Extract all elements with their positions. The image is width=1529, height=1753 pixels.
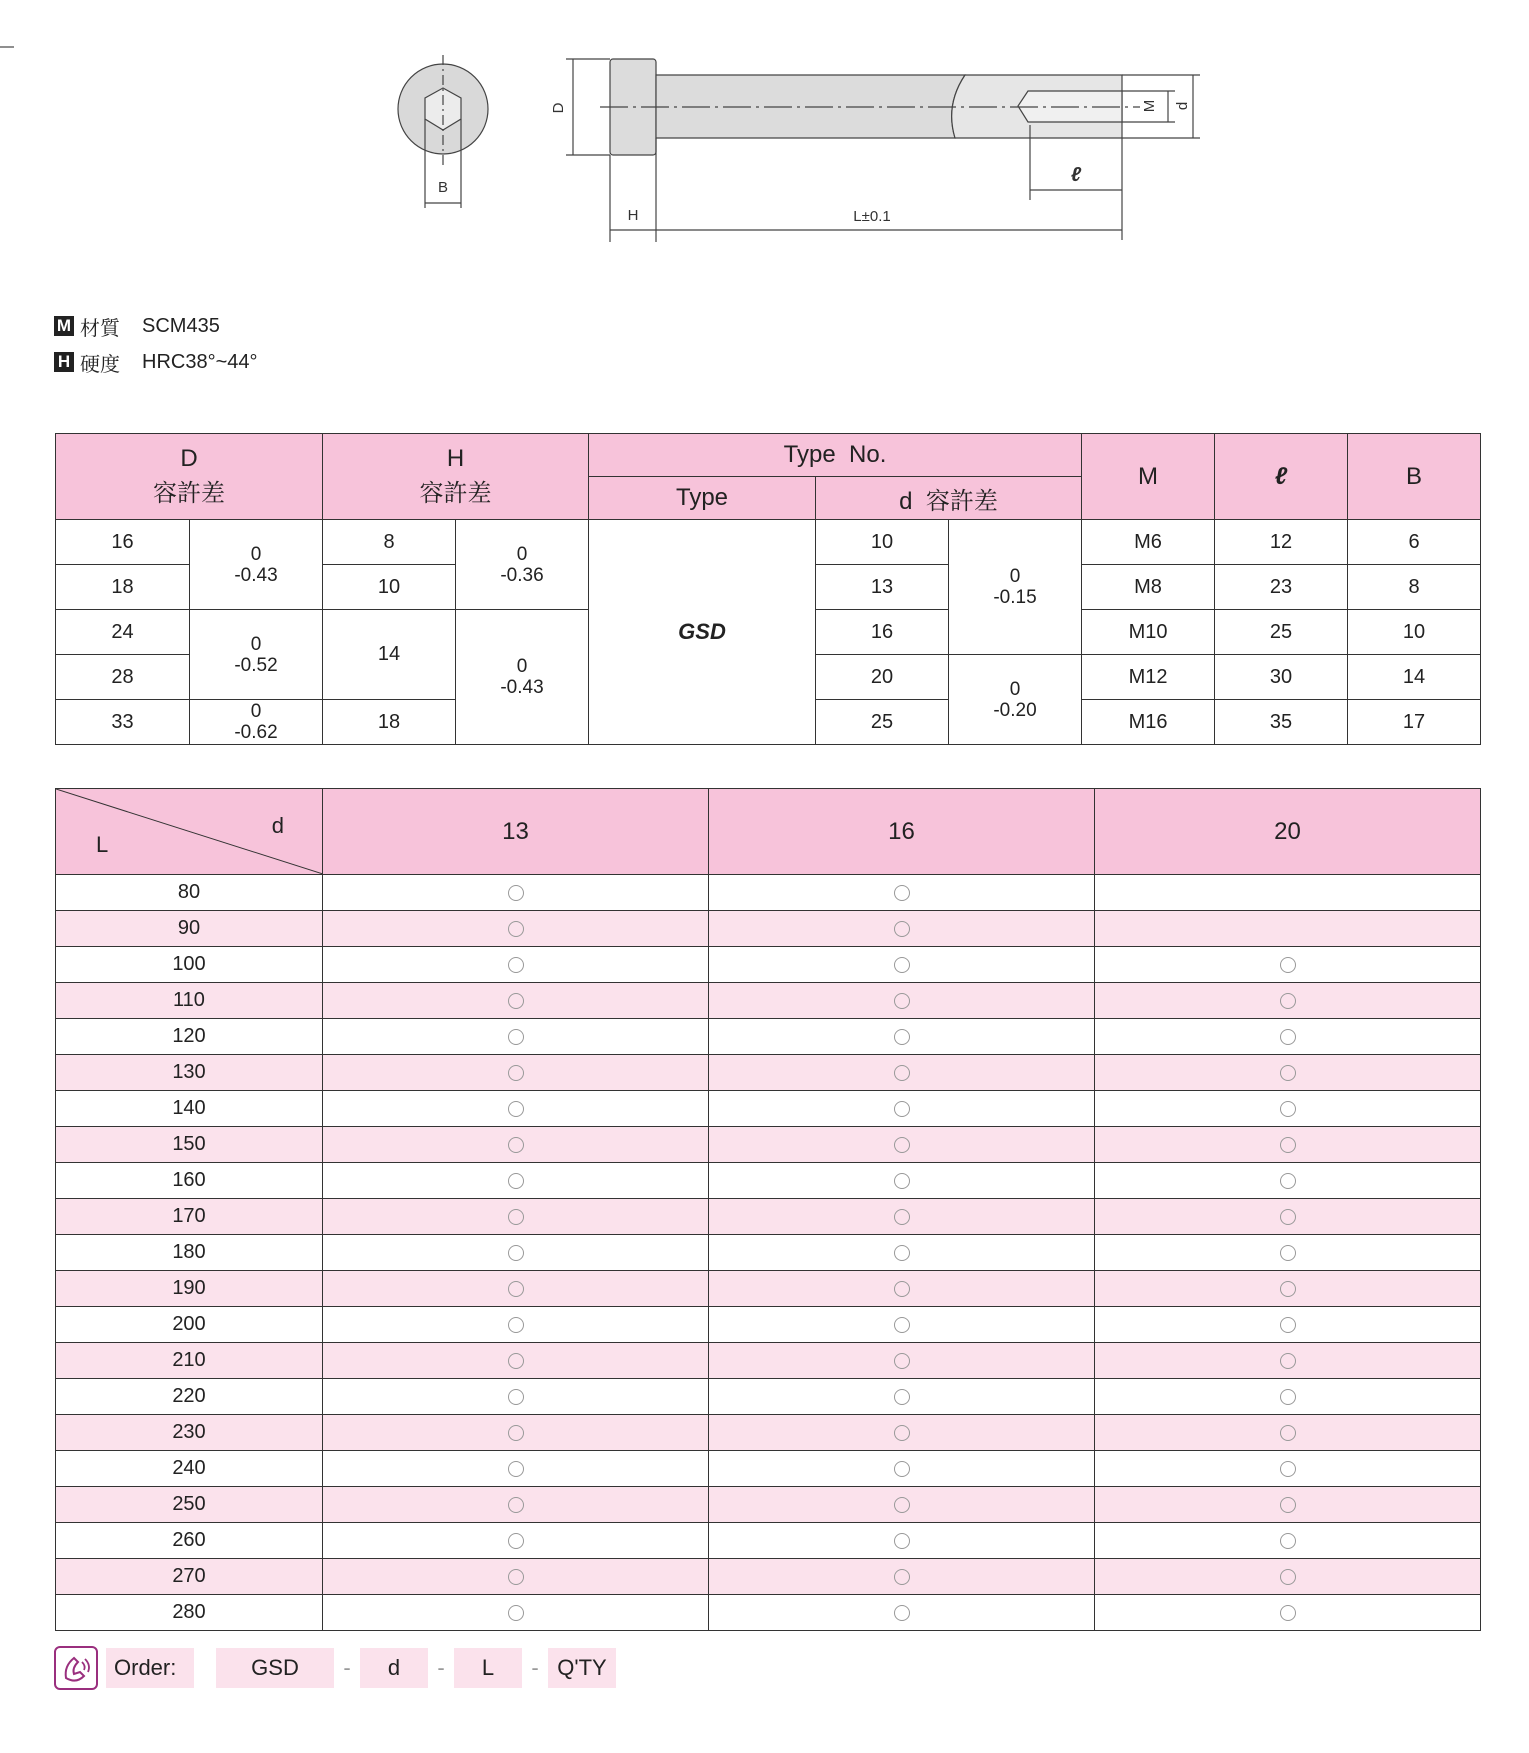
column-header: 13 [323, 789, 709, 875]
length-value: 190 [56, 1271, 323, 1307]
B-value: 8 [1348, 565, 1481, 610]
availability-cell [323, 1595, 709, 1631]
d-value: 25 [816, 700, 949, 745]
length-value: 280 [56, 1595, 323, 1631]
availability-cell [709, 911, 1095, 947]
length-value: 240 [56, 1451, 323, 1487]
available-circle-icon [508, 1317, 524, 1333]
available-circle-icon [1280, 1137, 1296, 1153]
availability-cell [1095, 875, 1481, 911]
d-value: 10 [816, 520, 949, 565]
availability-cell [709, 1415, 1095, 1451]
availability-table [55, 788, 1481, 1631]
B-value: 17 [1348, 700, 1481, 745]
phone-icon [54, 1646, 98, 1690]
available-circle-icon [508, 885, 524, 901]
dim-label-d: d [1174, 101, 1191, 111]
availability-cell [709, 1307, 1095, 1343]
available-circle-icon [1280, 1101, 1296, 1117]
available-circle-icon [894, 1461, 910, 1477]
spec-hardness [54, 344, 258, 380]
table-row [56, 983, 1481, 1019]
available-circle-icon [1280, 1605, 1296, 1621]
availability-cell [709, 1271, 1095, 1307]
table-row [56, 1163, 1481, 1199]
H-tolerance: 0 -0.43 [456, 610, 589, 745]
availability-cell [323, 1523, 709, 1559]
d-value: 13 [816, 565, 949, 610]
header-d-tol: d 容許差 [816, 477, 1082, 520]
table-row [56, 1091, 1481, 1127]
available-circle-icon [894, 1137, 910, 1153]
available-circle-icon [894, 1533, 910, 1549]
available-circle-icon [508, 1029, 524, 1045]
availability-cell [709, 1127, 1095, 1163]
available-circle-icon [1280, 1389, 1296, 1405]
header-H-sub: 容許差 [419, 480, 492, 507]
availability-cell [1095, 1307, 1481, 1343]
table-row [56, 1523, 1481, 1559]
dimension-table [55, 433, 1481, 745]
length-value: 230 [56, 1415, 323, 1451]
dim-label-l: ℓ [1070, 164, 1082, 186]
available-circle-icon [508, 921, 524, 937]
spec-label: 硬度 [80, 353, 120, 376]
D-value: 28 [56, 655, 190, 700]
available-circle-icon [894, 1497, 910, 1513]
availability-cell [1095, 1019, 1481, 1055]
availability-rows [56, 875, 1481, 1631]
table-row [56, 1559, 1481, 1595]
table-row [56, 911, 1481, 947]
availability-cell [1095, 1487, 1481, 1523]
availability-cell [709, 1091, 1095, 1127]
header-l: ℓ [1215, 434, 1348, 520]
availability-cell [1095, 1415, 1481, 1451]
length-value: 250 [56, 1487, 323, 1523]
availability-cell [1095, 1451, 1481, 1487]
length-value: 170 [56, 1199, 323, 1235]
available-circle-icon [1280, 1317, 1296, 1333]
availability-cell [323, 1055, 709, 1091]
available-circle-icon [1280, 1497, 1296, 1513]
availability-cell [323, 1199, 709, 1235]
spec-value: HRC38°~44° [142, 350, 258, 373]
availability-cell [323, 1235, 709, 1271]
availability-cell [323, 1091, 709, 1127]
header-D-label: D [180, 445, 198, 472]
availability-cell [1095, 983, 1481, 1019]
length-value: 140 [56, 1091, 323, 1127]
dim-label-B: B [437, 179, 449, 196]
available-circle-icon [1280, 1353, 1296, 1369]
available-circle-icon [894, 921, 910, 937]
length-value: 270 [56, 1559, 323, 1595]
availability-cell [323, 1451, 709, 1487]
length-value: 200 [56, 1307, 323, 1343]
H-value: 10 [323, 565, 456, 610]
available-circle-icon [508, 1389, 524, 1405]
available-circle-icon [508, 1461, 524, 1477]
length-value: 150 [56, 1127, 323, 1163]
available-circle-icon [508, 1425, 524, 1441]
l-value: 35 [1215, 700, 1348, 745]
availability-cell [709, 1487, 1095, 1523]
column-header: 16 [709, 789, 1095, 875]
B-value: 6 [1348, 520, 1481, 565]
availability-cell [323, 1415, 709, 1451]
order-field-d: d [360, 1648, 428, 1688]
d-tolerance: 0 -0.15 [949, 520, 1082, 655]
availability-cell [323, 911, 709, 947]
l-value: 23 [1215, 565, 1348, 610]
available-circle-icon [1280, 1461, 1296, 1477]
available-circle-icon [1280, 1569, 1296, 1585]
B-value: 10 [1348, 610, 1481, 655]
availability-cell [323, 1163, 709, 1199]
order-field-type: GSD [216, 1648, 334, 1688]
length-value: 180 [56, 1235, 323, 1271]
dim-label-D: D [550, 102, 567, 114]
dim-label-H: H [627, 207, 639, 224]
D-value: 33 [56, 700, 190, 745]
length-value: 160 [56, 1163, 323, 1199]
order-field-L: L [454, 1648, 522, 1688]
M-value: M10 [1082, 610, 1215, 655]
availability-cell [323, 1019, 709, 1055]
H-value: 18 [323, 700, 456, 745]
available-circle-icon [894, 1029, 910, 1045]
availability-cell [323, 1127, 709, 1163]
corner-header [56, 789, 323, 875]
corner-label-d: d [271, 813, 284, 838]
availability-cell [1095, 911, 1481, 947]
order-separator: - [531, 1655, 539, 1680]
table-row [56, 1235, 1481, 1271]
order-line [54, 1644, 616, 1692]
availability-cell [709, 983, 1095, 1019]
hardness-icon: H [54, 352, 74, 372]
length-value: 90 [56, 911, 323, 947]
spec-list [54, 308, 258, 380]
availability-cell [1095, 1091, 1481, 1127]
availability-cell [709, 1019, 1095, 1055]
availability-cell [323, 947, 709, 983]
length-value: 80 [56, 875, 323, 911]
table-row [56, 1343, 1481, 1379]
l-value: 12 [1215, 520, 1348, 565]
H-value: 14 [323, 610, 456, 700]
header-M: M [1082, 434, 1215, 520]
H-value: 8 [323, 520, 456, 565]
spec-label: 材質 [80, 317, 120, 340]
d-tolerance: 0 -0.20 [949, 655, 1082, 745]
table-row [56, 1415, 1481, 1451]
available-circle-icon [1280, 957, 1296, 973]
available-circle-icon [508, 1497, 524, 1513]
M-value: M6 [1082, 520, 1215, 565]
header-D [56, 434, 323, 520]
table-row [56, 1487, 1481, 1523]
B-value: 14 [1348, 655, 1481, 700]
available-circle-icon [894, 1353, 910, 1369]
available-circle-icon [894, 885, 910, 901]
available-circle-icon [508, 1533, 524, 1549]
availability-cell [323, 983, 709, 1019]
available-circle-icon [894, 1317, 910, 1333]
D-value: 16 [56, 520, 190, 565]
available-circle-icon [1280, 1029, 1296, 1045]
availability-cell [1095, 1559, 1481, 1595]
available-circle-icon [508, 1245, 524, 1261]
technical-drawing [0, 0, 1529, 260]
availability-cell [323, 875, 709, 911]
order-separator: - [343, 1655, 351, 1680]
table-row [56, 1451, 1481, 1487]
length-value: 220 [56, 1379, 323, 1415]
table-row [56, 947, 1481, 983]
availability-cell [1095, 1595, 1481, 1631]
available-circle-icon [508, 1137, 524, 1153]
M-value: M12 [1082, 655, 1215, 700]
header-H [323, 434, 589, 520]
column-header: 20 [1095, 789, 1481, 875]
available-circle-icon [1280, 1065, 1296, 1081]
available-circle-icon [1280, 1173, 1296, 1189]
available-circle-icon [508, 1353, 524, 1369]
availability-cell [709, 1163, 1095, 1199]
table-row [56, 1379, 1481, 1415]
availability-cell [1095, 1163, 1481, 1199]
spec-value: SCM435 [142, 314, 220, 337]
table-row [56, 1199, 1481, 1235]
available-circle-icon [894, 1209, 910, 1225]
length-value: 210 [56, 1343, 323, 1379]
available-circle-icon [508, 957, 524, 973]
available-circle-icon [894, 1569, 910, 1585]
material-icon: M [54, 316, 74, 336]
available-circle-icon [894, 1389, 910, 1405]
d-value: 20 [816, 655, 949, 700]
available-circle-icon [894, 1281, 910, 1297]
spec-material [54, 308, 258, 344]
header-type: Type [589, 477, 816, 520]
availability-cell [323, 1559, 709, 1595]
dim-label-M: M [1141, 99, 1158, 113]
availability-cell [1095, 1271, 1481, 1307]
available-circle-icon [894, 1425, 910, 1441]
M-value: M16 [1082, 700, 1215, 745]
header-H-label: H [446, 445, 465, 472]
available-circle-icon [894, 993, 910, 1009]
header-B: B [1348, 434, 1481, 520]
length-value: 110 [56, 983, 323, 1019]
availability-cell [709, 1235, 1095, 1271]
available-circle-icon [1280, 1209, 1296, 1225]
available-circle-icon [508, 1569, 524, 1585]
available-circle-icon [894, 1173, 910, 1189]
D-tolerance: 0 -0.43 [190, 520, 323, 610]
M-value: M8 [1082, 565, 1215, 610]
available-circle-icon [1280, 1245, 1296, 1261]
order-field-qty: Q'TY [548, 1648, 616, 1688]
table-row [56, 1307, 1481, 1343]
availability-cell [709, 875, 1095, 911]
availability-cell [1095, 1199, 1481, 1235]
availability-cell [709, 1343, 1095, 1379]
available-circle-icon [508, 1173, 524, 1189]
available-circle-icon [1280, 1425, 1296, 1441]
available-circle-icon [508, 993, 524, 1009]
order-label: Order: [106, 1648, 194, 1688]
available-circle-icon [894, 1065, 910, 1081]
l-value: 30 [1215, 655, 1348, 700]
dim-label-L: L±0.1 [853, 208, 891, 225]
available-circle-icon [894, 1101, 910, 1117]
available-circle-icon [508, 1101, 524, 1117]
availability-cell [323, 1487, 709, 1523]
type-value: GSD [589, 520, 816, 745]
header-D-sub: 容許差 [153, 480, 225, 507]
D-tolerance: 0 -0.52 [190, 610, 323, 700]
availability-cell [323, 1379, 709, 1415]
table-row [56, 1055, 1481, 1091]
available-circle-icon [894, 1245, 910, 1261]
availability-cell [1095, 1127, 1481, 1163]
table-row [56, 875, 1481, 911]
D-tolerance: 0 -0.62 [190, 700, 323, 745]
availability-cell [1095, 947, 1481, 983]
available-circle-icon [508, 1605, 524, 1621]
availability-cell [323, 1343, 709, 1379]
table-row [56, 1271, 1481, 1307]
order-separator: - [437, 1655, 445, 1680]
availability-cell [323, 1307, 709, 1343]
corner-label-L: L [96, 832, 109, 857]
availability-cell [709, 1595, 1095, 1631]
length-value: 130 [56, 1055, 323, 1091]
availability-cell [709, 1055, 1095, 1091]
availability-cell [709, 947, 1095, 983]
availability-cell [1095, 1235, 1481, 1271]
available-circle-icon [508, 1065, 524, 1081]
available-circle-icon [1280, 993, 1296, 1009]
table-row [56, 1595, 1481, 1631]
availability-cell [709, 1523, 1095, 1559]
H-tolerance: 0 -0.36 [456, 520, 589, 610]
availability-cell [1095, 1343, 1481, 1379]
availability-cell [323, 1271, 709, 1307]
available-circle-icon [508, 1281, 524, 1297]
l-value: 25 [1215, 610, 1348, 655]
availability-cell [709, 1199, 1095, 1235]
available-circle-icon [894, 957, 910, 973]
header-type-no: Type No. [589, 434, 1082, 477]
availability-cell [1095, 1055, 1481, 1091]
available-circle-icon [1280, 1281, 1296, 1297]
D-value: 24 [56, 610, 190, 655]
available-circle-icon [894, 1605, 910, 1621]
D-value: 18 [56, 565, 190, 610]
availability-cell [1095, 1523, 1481, 1559]
availability-cell [709, 1559, 1095, 1595]
available-circle-icon [1280, 1533, 1296, 1549]
length-value: 120 [56, 1019, 323, 1055]
length-value: 260 [56, 1523, 323, 1559]
d-value: 16 [816, 610, 949, 655]
table-row [56, 1127, 1481, 1163]
availability-cell [709, 1451, 1095, 1487]
availability-cell [1095, 1379, 1481, 1415]
length-value: 100 [56, 947, 323, 983]
table-row [56, 1019, 1481, 1055]
availability-cell [709, 1379, 1095, 1415]
available-circle-icon [508, 1209, 524, 1225]
